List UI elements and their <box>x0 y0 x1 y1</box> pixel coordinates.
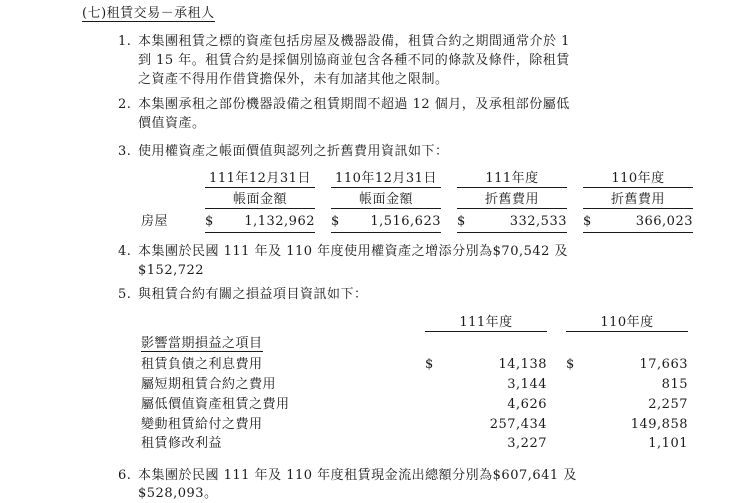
table1-currency-1: $ <box>205 214 214 229</box>
table2-row-4-label: 變動租賃給付之費用 <box>141 417 263 432</box>
item-4-line-2: $152,722 <box>138 263 205 278</box>
table2-row-4-value-110: 149,858 <box>630 417 688 432</box>
item-1-line-1: 本集團租賃之標的資產包括房屋及機器設備，租賃合約之期間通常介於 1 <box>138 34 570 49</box>
item-6-number: 6. <box>118 468 132 483</box>
item-6-line-2: $528,093。 <box>138 486 218 501</box>
table1-subheader-3: 折舊費用 <box>457 191 567 209</box>
table1-currency-3: $ <box>457 214 466 229</box>
table1-total-line-3 <box>457 232 567 233</box>
table1-subheader-1: 帳面金額 <box>205 191 315 209</box>
table1-header-110-date: 110年12月31日 <box>331 170 441 188</box>
item-2-line-2: 價值資產。 <box>138 116 206 131</box>
table2-row-1-currency-111: $ <box>425 357 434 372</box>
item-6-line-1: 本集團於民國 111 年及 110 年度租賃現金流出總額分別為$607,641 及 <box>138 468 577 483</box>
table2-row-5-value-111: 3,227 <box>507 436 547 451</box>
table1-value-1: 1,132,962 <box>244 214 315 229</box>
table2-row-4-value-111: 257,434 <box>489 417 547 432</box>
item-1-number: 1. <box>118 34 132 49</box>
table1-total-line-4 <box>583 232 693 233</box>
table1-value-2: 1,516,623 <box>370 214 441 229</box>
table2-row-3-label: 屬低價值資產租賃之費用 <box>141 397 290 412</box>
table1-subheader-4: 折舊費用 <box>583 191 693 209</box>
table2-row-1-label: 租賃負債之利息費用 <box>141 357 263 372</box>
item-4-line-1: 本集團於民國 111 年及 110 年度使用權資產之增添分別為$70,542 及 <box>138 244 569 259</box>
item-5-line-1: 與租賃合約有關之損益項目資訊如下： <box>138 287 368 302</box>
item-1-line-3: 之資產不得用作借貸擔保外，未有加諸其他之限制。 <box>138 72 449 87</box>
table2-row-1-currency-110: $ <box>566 357 575 372</box>
table1-header-110-year: 110年度 <box>583 170 693 188</box>
table1-header-111-year: 111年度 <box>457 170 567 188</box>
table2-row-2-value-111: 3,144 <box>507 377 547 392</box>
item-2-number: 2. <box>118 97 132 112</box>
table1-currency-2: $ <box>331 214 340 229</box>
table1-subheader-2: 帳面金額 <box>331 191 441 209</box>
table2-row-2-label: 屬短期租賃合約之費用 <box>141 377 277 392</box>
table1-currency-4: $ <box>583 214 592 229</box>
item-1-line-2: 到 15 年。租賃合約是採個別協商並包含各種不同的條款及條件，除租賃 <box>138 53 570 68</box>
table2-row-1-value-110: 17,663 <box>639 357 688 372</box>
table1-value-4: 366,023 <box>635 214 693 229</box>
table1-header-111-date: 111年12月31日 <box>205 170 315 188</box>
item-2-line-1: 本集團承租之部份機器設備之租賃期間不超過 12 個月，及承租部份屬低 <box>138 97 570 112</box>
item-3-number: 3. <box>118 144 132 159</box>
table2-row-3-value-111: 4,626 <box>507 397 547 412</box>
item-5-number: 5. <box>118 287 132 302</box>
table2-header-111: 111年度 <box>425 314 547 332</box>
table2-row-3-value-110: 2,257 <box>648 397 688 412</box>
table2-row-5-value-110: 1,101 <box>648 436 688 451</box>
table1-value-3: 332,533 <box>509 214 567 229</box>
table2-row-5-label: 租賃修改利益 <box>141 436 223 451</box>
table1-row-label: 房屋 <box>141 214 169 229</box>
table1-total-line-2 <box>331 232 441 233</box>
table2-row-1-value-111: 14,138 <box>498 357 547 372</box>
table1-total-line-1 <box>205 232 315 233</box>
table2-header-110: 110年度 <box>566 314 688 332</box>
table2-row-2-value-110: 815 <box>661 377 688 392</box>
table2-section-label: 影響當期損益之項目 <box>141 336 263 351</box>
section-title: (七)租賃交易－承租人 <box>82 6 215 21</box>
item-3-line-1: 使用權資產之帳面價值與認列之折舊費用資訊如下： <box>138 144 449 159</box>
item-4-number: 4. <box>118 244 132 259</box>
